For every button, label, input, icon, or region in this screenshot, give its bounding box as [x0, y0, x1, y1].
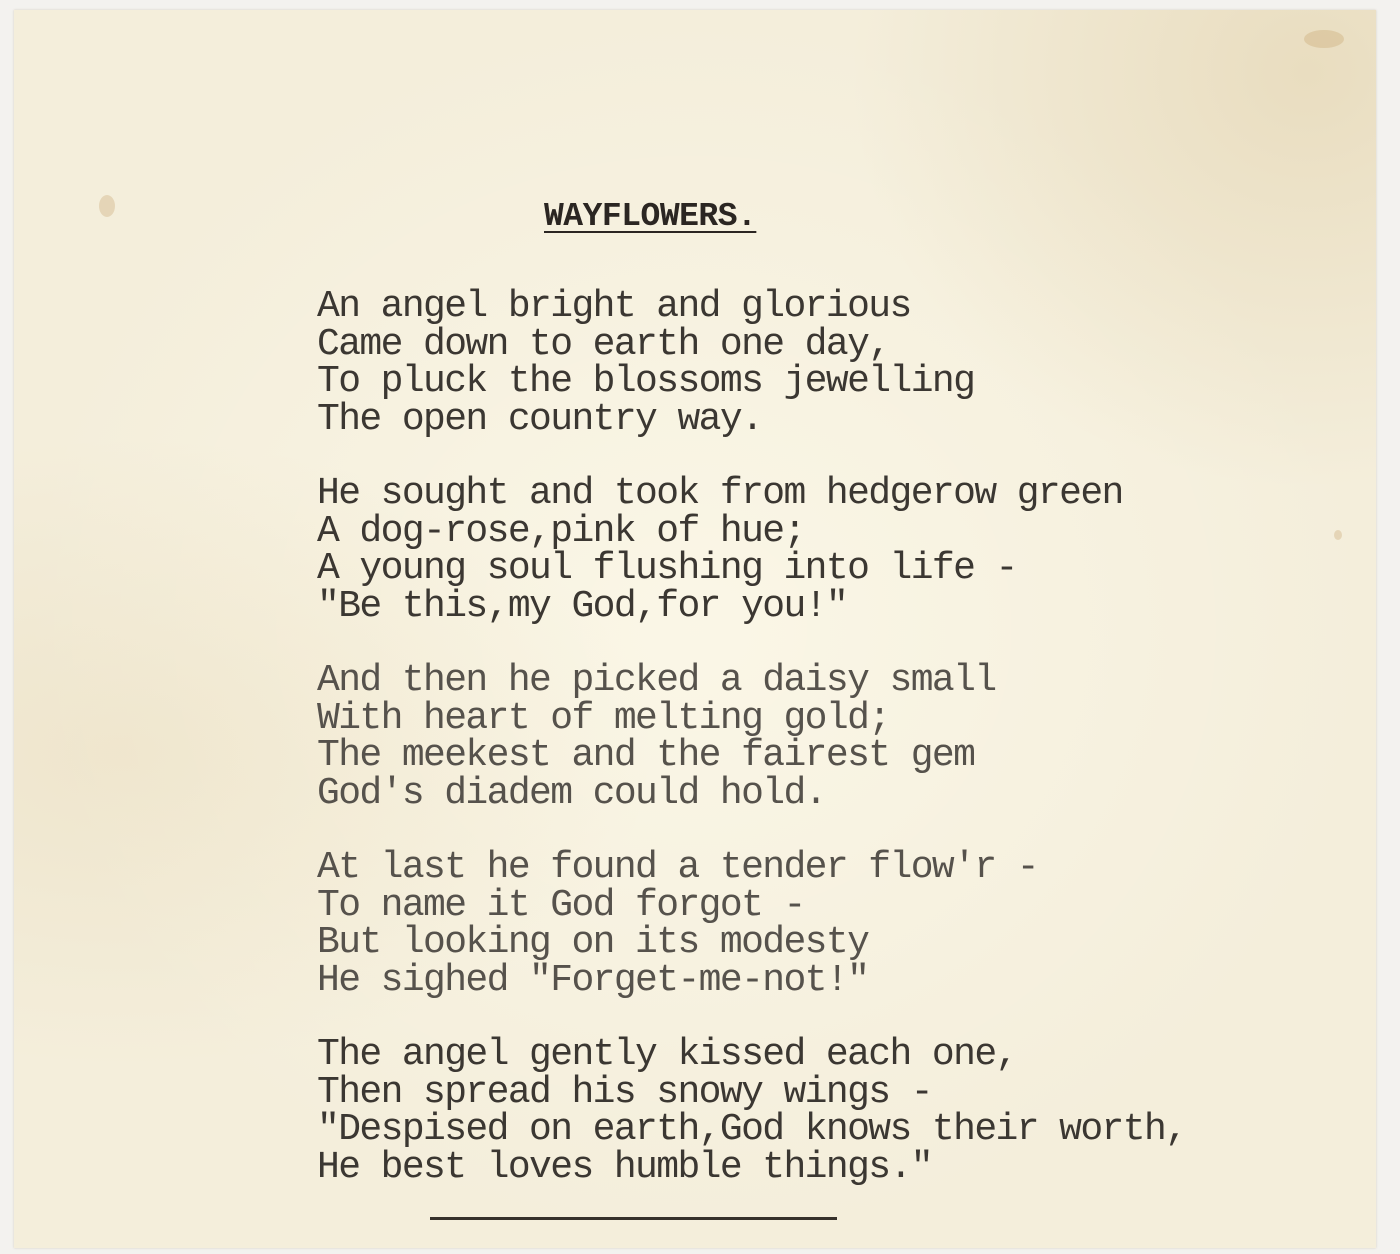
- poem-line: And then he picked a daisy small: [317, 659, 996, 702]
- poem-line: The meekest and the fairest gem: [317, 734, 975, 777]
- poem-line: "Despised on earth,God knows their worth,: [317, 1108, 1187, 1151]
- closing-rule: [430, 1217, 837, 1220]
- stanza-2: [317, 472, 1186, 628]
- poem-line: He sought and took from hedgerow green: [317, 472, 1123, 515]
- poem-line: A dog-rose,pink of hue;: [317, 509, 805, 553]
- poem-line: "Be this,my God,for you!": [317, 584, 848, 628]
- age-stain: [99, 195, 115, 217]
- paper-sheet: [14, 10, 1376, 1248]
- poem-line: The angel gently kissed each one,: [317, 1033, 1017, 1076]
- stanza-3: [317, 659, 1186, 815]
- stanza-5: [317, 1033, 1187, 1189]
- stanza-1: [317, 285, 1186, 441]
- poem-line: With heart of melting gold;: [317, 696, 890, 740]
- poem-line: But looking on its modesty: [317, 921, 869, 964]
- age-stain: [1334, 530, 1342, 540]
- poem-line: To name it God forgot -: [317, 883, 805, 927]
- poem-line: An angel bright and glorious: [317, 285, 911, 328]
- poem-line: He sighed "Forget-me-not!": [317, 958, 869, 1002]
- poem-line: At last he found a tender flow'r -: [317, 846, 1038, 889]
- poem-line: He best loves humble things.": [317, 1145, 932, 1189]
- stanza-4: [317, 846, 1186, 1002]
- poem-line: The open country way.: [317, 397, 763, 441]
- poem-line: Came down to earth one day,: [317, 322, 890, 366]
- poem-body: [317, 285, 1187, 1223]
- poem-line: God's diadem could hold.: [317, 771, 826, 815]
- poem-line: Then spread his snowy wings -: [317, 1070, 932, 1114]
- poem-line: To pluck the blossoms jewelling: [317, 360, 975, 403]
- poem-title: WAYFLOWERS.: [544, 198, 757, 235]
- age-stain: [1304, 30, 1344, 48]
- poem-line: A young soul flushing into life -: [317, 547, 1017, 590]
